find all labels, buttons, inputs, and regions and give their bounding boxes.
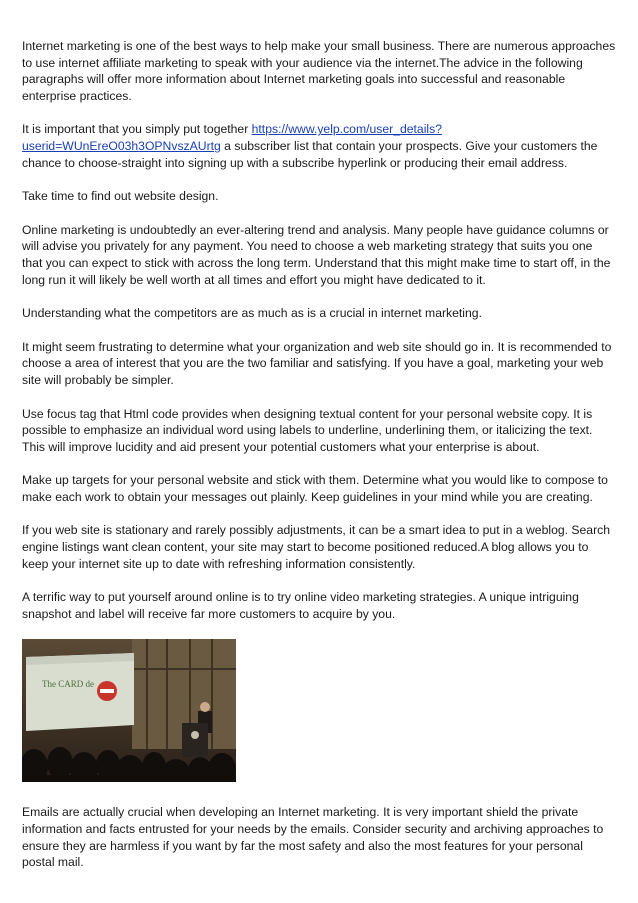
paragraph-website-design: Take time to find out website design. <box>22 189 219 204</box>
paragraph-targets: Make up targets for your personal website and stick with them. Determine what you would like to compose to make each work to obtain your messages out plainly. Keep guidelines in your mind while you are creating. <box>22 473 608 504</box>
paragraph-text: a subscriber list that contain your prospects. Give your customers the chance to choose-straight into signing up with a subscribe hyperlink or producing their email address. <box>22 138 598 170</box>
article-body <box>22 38 616 888</box>
paragraph-online-marketing: Online marketing is undoubtedly an ever-altering trend and analysis. Many people have guidance columns or will advise you privately for any payment. You need to choose a web marketing strategy that suits you one that you can expect to stick with across the long term. Understand that this might make time to start off, in the long run it will likely be well worth at all times and effort you might have dedicated to it. <box>22 222 611 287</box>
paragraph-text: It is important that you simply put together <box>22 122 252 137</box>
paragraph-focus-tags: Use focus tag that Html code provides when designing textual content for your personal website copy. It is possible to emphasize an individual word using labels to underline, underlining them, or italicizing the text. This will improve lucidity and aid present your potential customers what your enterprise is about. <box>22 406 593 454</box>
paragraph-competitors: Understanding what the competitors are as much as is a crucial in internet marketing. <box>22 306 482 321</box>
presentation-photo-illustration <box>22 639 236 782</box>
paragraph-emails: Emails are actually crucial when developing an Internet marketing. It is very important shield the private information and facts entrusted for your needs by the emails. Consider security and archiving approaches to ensure they are harmless if you want by far the most safety and also the most features for your personal postal mail. <box>22 805 604 870</box>
paragraph-video-marketing: A terrific way to put yourself around online is to try online video marketing strategies. A unique intriguing snapshot and label will receive far more customers to acquire by you. <box>22 590 579 621</box>
slide-title: The CARD de <box>42 679 94 690</box>
paragraph-weblog: If you web site is stationary and rarely possibly adjustments, it can be a smart idea to put in a weblog. Search engine listings want clean content, your site may start to become positioned reduced.A blog allows you to keep your internet site up to date with refreshing information consistently. <box>22 523 611 571</box>
paragraph-intro: Internet marketing is one of the best ways to help make your small business. There are numerous approaches to use internet affiliate marketing to speak with your audience via the internet.The advice in the following paragraphs will offer more information about Internet marketing goals into successful and reasonable enterprise practices. <box>22 39 616 103</box>
presentation-photo <box>22 639 236 782</box>
yelp-link[interactable]: https://www.yelp.com/user_details?userid=WUnEreO03h3OPNvszAUrtg <box>22 122 442 153</box>
paragraph-subscriber-list <box>22 121 616 171</box>
paragraph-niche: It might seem frustrating to determine what your organization and web site should go in. It is recommended to choose a area of interest that you are the two familiar and satisfying. If you have a goal, marketing your web site will probably be simpler. <box>22 339 612 387</box>
